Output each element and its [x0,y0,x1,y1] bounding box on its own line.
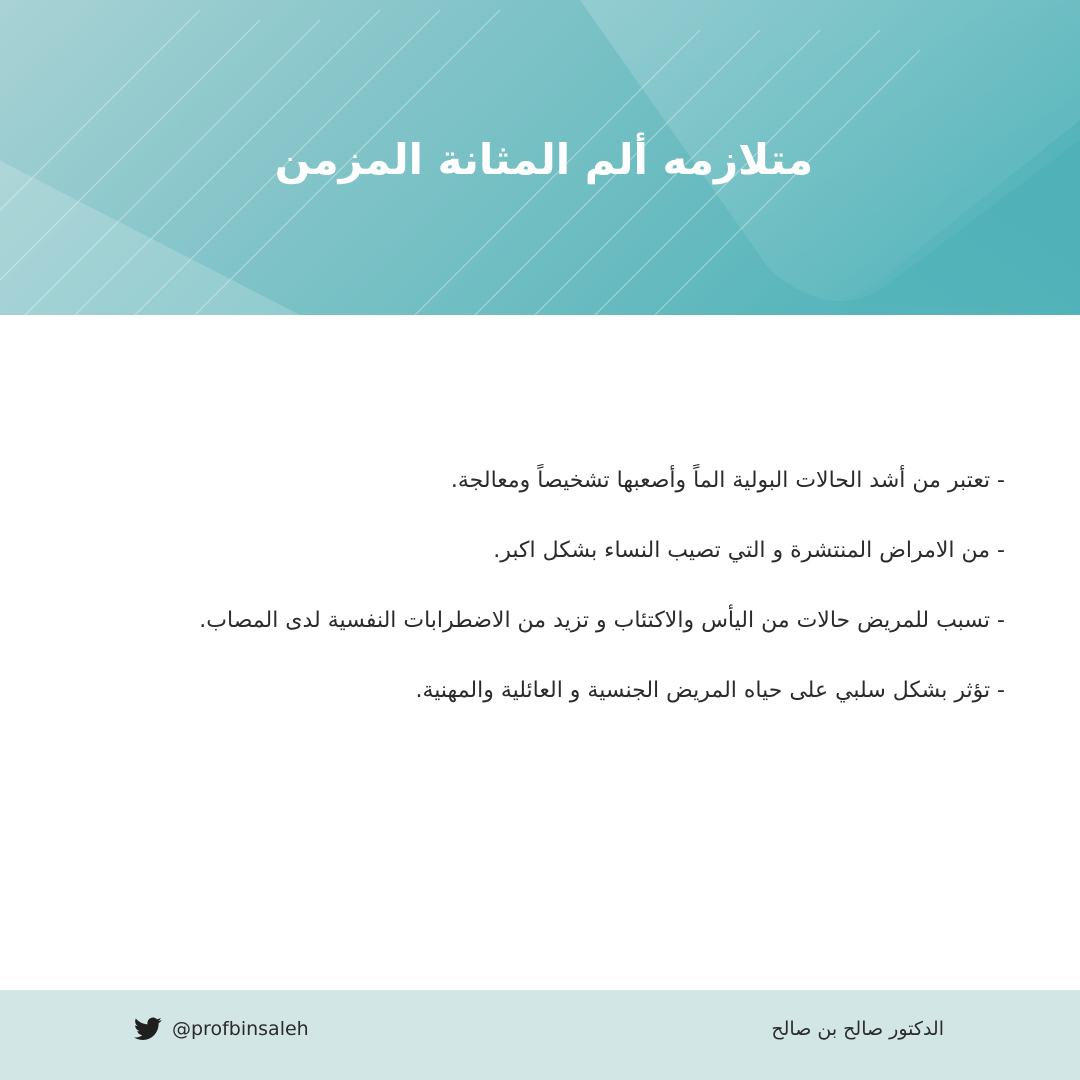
content-list [130,462,1005,742]
header-banner [0,0,1080,315]
list-item: - تؤثر بشكل سلبي على حياه المريض الجنسية و العائلية والمهنية. [415,678,1005,703]
twitter-link[interactable] [134,1014,309,1044]
page-title [0,128,1080,192]
twitter-icon [134,1017,162,1041]
list-item: - من الامراض المنتشرة و التي تصيب النساء بشكل اكبر. [493,538,1005,563]
author-name: الدكتور صالح بن صالح [771,1018,944,1040]
list-item: - تعتبر من أشد الحالات البولية الماً وأصعبها تشخيصاً ومعالجة. [450,468,1005,493]
list-item: - تسبب للمريض حالات من اليأس والاكتئاب و تزيد من الاضطرابات النفسية لدى المصاب. [199,608,1005,633]
twitter-handle[interactable]: @profbinsaleh [172,1018,309,1040]
footer [0,990,1080,1080]
page-title-text: متلازمه ألم المثانة المزمن [274,135,814,184]
